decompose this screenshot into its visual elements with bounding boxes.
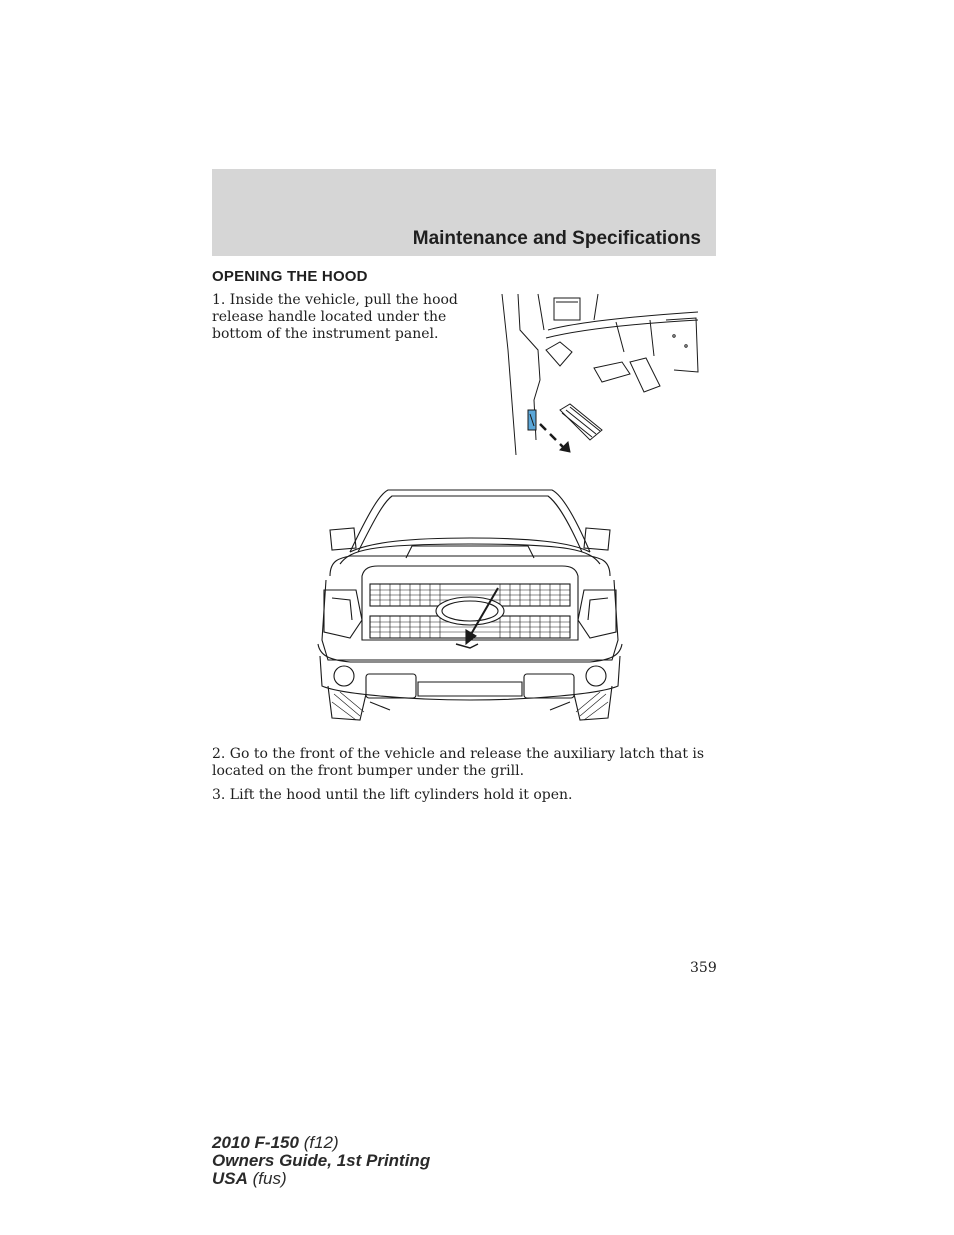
door-panel-edge (502, 294, 540, 455)
footer-market: USA (212, 1169, 248, 1188)
step-1-text: 1. Inside the vehicle, pull the hood release handle located under the bottom of the instrument panel. (212, 292, 458, 342)
hood-release-illustration (498, 290, 708, 460)
footer-model-code: (f12) (303, 1133, 339, 1152)
upper-pedal-block (554, 298, 580, 320)
bumper (318, 644, 622, 710)
parking-brake-pedal (560, 404, 602, 440)
footer-line-3 (212, 1170, 430, 1188)
section-header-band (212, 169, 716, 256)
section-title: OPENING THE HOOD (212, 268, 368, 285)
ford-oval-emblem (436, 597, 504, 625)
footer-line-2 (212, 1152, 430, 1170)
auxiliary-latch-icon (456, 644, 478, 648)
page-number: 359 (690, 960, 717, 976)
side-mirrors (330, 528, 610, 550)
step-3-text: 3. Lift the hood until the lift cylinders hold it open. (212, 787, 573, 803)
hood (340, 538, 600, 564)
step-2-text: 2. Go to the front of the vehicle and release the auxiliary latch that is located on the front bumper under the grill. (212, 746, 705, 779)
footer-printing: Owners Guide, 1st Printing (212, 1151, 431, 1170)
footer-line-1 (212, 1134, 430, 1152)
tires (328, 686, 612, 720)
brake-pedal (594, 322, 630, 382)
footer-imprint (212, 1134, 430, 1188)
footer-model: 2010 F-150 (212, 1133, 299, 1152)
right-panel (666, 318, 698, 372)
header-title: Maintenance and Specifications (412, 228, 701, 249)
footer-market-code: (fus) (252, 1169, 287, 1188)
accelerator-pedal (630, 320, 660, 392)
pull-direction-arrow (540, 424, 570, 452)
dead-pedal (546, 342, 572, 366)
hood-release-handle-icon (528, 410, 536, 430)
truck-front-illustration (310, 480, 630, 725)
